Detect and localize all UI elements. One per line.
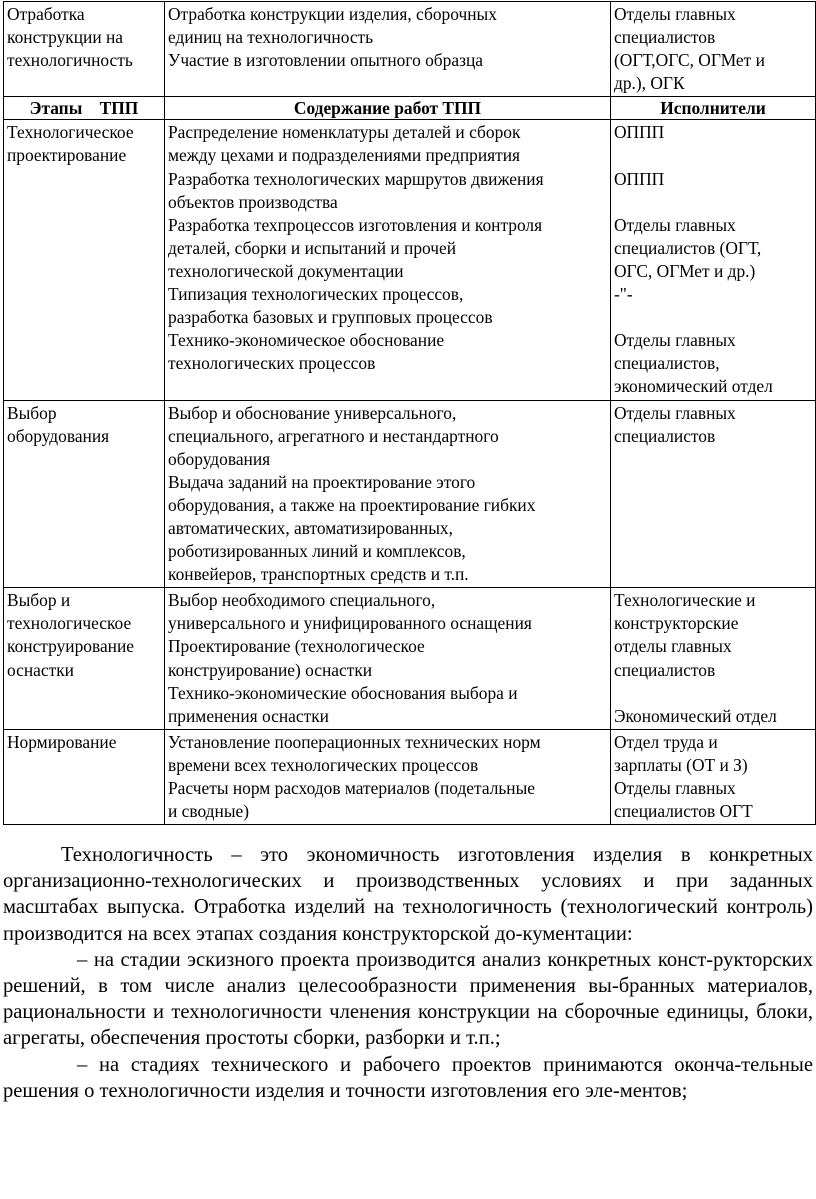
cell-line: ОГС, ОГМет и др.) (614, 260, 756, 281)
cell-line: между цехами и подразделениями предприятия (168, 145, 521, 166)
body-text (3, 842, 813, 1104)
cell-line: специалистов (614, 425, 716, 446)
cell-line: Выбор и обоснование универсального, (168, 402, 457, 423)
cell-line: специалистов (614, 27, 716, 48)
cell-line: экономический отдел (614, 376, 773, 397)
cell-line: Технико-экономические обоснования выбора и (168, 682, 518, 703)
executor-cell (611, 588, 816, 730)
executor-cell (611, 2, 816, 97)
cell-spacer (614, 191, 812, 214)
stage-cell (4, 400, 165, 588)
table-row (4, 400, 816, 588)
cell-line: специалистов, (614, 353, 720, 374)
cell-line: специалистов (614, 659, 716, 680)
cell-line: Отдел труда и (614, 731, 718, 752)
cell-line: Расчеты норм расходов материалов (подетальные (168, 778, 536, 798)
header-stages: Этапы ТПП (4, 97, 165, 120)
cell-line: Отработка (7, 4, 85, 24)
cell-line: оборудования, а также на проектирование гибких (168, 494, 536, 515)
cell-line: конвейеров, транспортных средств и т.п. (168, 564, 469, 585)
table-row (4, 588, 816, 730)
paragraph: Технологичность – это экономичность изготовления изделия в конкретных организационно-технологических и производственных условиях и при заданных масштабах выпуска. Отработка изделий на технологичность (технологический контроль) производится на всех этапах создания конструкторской до-кументации: (3, 844, 813, 945)
cell-line: оборудования (7, 425, 110, 446)
cell-line: ОППП (614, 122, 665, 143)
cell-line: Отделы главных (614, 402, 736, 423)
cell-line: технологичность (7, 50, 133, 71)
content-cell (165, 400, 611, 588)
cell-line: Выбор (7, 402, 57, 423)
cell-line: Разработка технологических маршрутов движения (168, 168, 544, 189)
cell-line: Установление пооперационных технических норм (168, 731, 541, 752)
cell-line: зарплаты (ОТ и З) (614, 754, 748, 775)
cell-line: технологическое (7, 613, 132, 634)
cell-line: Технико-экономическое обоснование (168, 330, 445, 351)
cell-spacer (614, 306, 812, 329)
cell-line: др.), ОГК (614, 73, 685, 94)
table-header-row (4, 97, 816, 120)
cell-line: универсального и унифицированного оснащения (168, 613, 532, 634)
cell-line: единиц на технологичность (168, 27, 374, 48)
cell-spacer (614, 682, 812, 705)
header-executors: Исполнители (611, 97, 816, 120)
cell-line: специального, агрегатного и нестандартного (168, 425, 499, 446)
cell-line: и сводные) (168, 801, 250, 822)
stage-cell (4, 120, 165, 400)
cell-line: Распределение номенклатуры деталей и сборок (168, 122, 521, 143)
cell-line: специалистов (ОГТ, (614, 237, 762, 258)
cell-line: деталей, сборки и испытаний и прочей (168, 237, 457, 258)
cell-line: технологической документации (168, 260, 404, 281)
table-row-top (4, 2, 816, 97)
paragraph: – на стадиях технического и рабочего проектов принимаются оконча-тельные решения о технологичности изделия и точности изготовления его эле-ментов; (3, 1053, 813, 1102)
cell-line: Технологическое (7, 122, 134, 143)
cell-line: Выбор необходимого специального, (168, 590, 436, 611)
cell-line: специалистов ОГТ (614, 801, 753, 822)
cell-line: Выбор и (7, 590, 71, 611)
stage-cell (4, 588, 165, 730)
tpp-table (3, 1, 816, 825)
cell-line: конструирование (7, 636, 134, 657)
cell-line: отделы главных (614, 636, 732, 657)
cell-line: Отделы главных (614, 330, 736, 351)
executor-cell (611, 120, 816, 400)
cell-line: Разработка техпроцессов изготовления и контроля (168, 214, 543, 235)
cell-line: Типизация технологических процессов, (168, 284, 464, 305)
cell-line: Отделы главных (614, 778, 736, 798)
paragraph: – на стадии эскизного проекта производится анализ конкретных конст-рукторских решений, в том числе анализ целесообразности применения вы-бранных материалов, рациональности и технологичности членения конструкции на сборочные единицы, блоки, агрегаты, обеспечения простоты сборки, разборки и т.п.; (3, 948, 813, 1050)
cell-line: Отделы главных (614, 4, 736, 24)
cell-line: роботизированных линий и комплексов, (168, 541, 466, 562)
cell-line: конструирование) оснастки (168, 659, 373, 680)
cell-line: конструкторские (614, 613, 739, 634)
cell-line: оборудования (168, 448, 271, 469)
cell-line: ОППП (614, 168, 665, 189)
executor-cell (611, 400, 816, 588)
header-content: Содержание работ ТПП (165, 97, 611, 120)
executor-cell (611, 729, 816, 824)
cell-line: Технологические и (614, 590, 756, 611)
stage-cell (4, 729, 165, 824)
cell-line: оснастки (7, 659, 74, 680)
cell-line: Проектирование (технологическое (168, 636, 425, 657)
cell-line: применения оснастки (168, 705, 329, 726)
content-cell (165, 588, 611, 730)
cell-line: технологических процессов (168, 353, 376, 374)
stage-cell (4, 2, 165, 97)
cell-line: конструкции на (7, 27, 124, 48)
table-row (4, 120, 816, 400)
cell-line: (ОГТ,ОГС, ОГМет и (614, 50, 765, 71)
table-row (4, 729, 816, 824)
cell-line: Участие в изготовлении опытного образца (168, 50, 483, 71)
content-cell (165, 729, 611, 824)
cell-line: проектирование (7, 145, 127, 166)
content-cell (165, 120, 611, 400)
cell-line: Отработка конструкции изделия, сборочных (168, 4, 497, 24)
cell-line: Выдача заданий на проектирование этого (168, 471, 476, 492)
content-cell (165, 2, 611, 97)
cell-line: Экономический отдел (614, 705, 777, 726)
cell-line: разработка базовых и групповых процессов (168, 307, 493, 328)
cell-line: автоматических, автоматизированных, (168, 517, 453, 538)
cell-spacer (614, 144, 812, 167)
cell-line: объектов производства (168, 191, 338, 212)
cell-line: времени всех технологических процессов (168, 754, 479, 775)
cell-line: Нормирование (7, 731, 117, 752)
cell-line: -"- (614, 284, 633, 305)
cell-line: Отделы главных (614, 214, 736, 235)
